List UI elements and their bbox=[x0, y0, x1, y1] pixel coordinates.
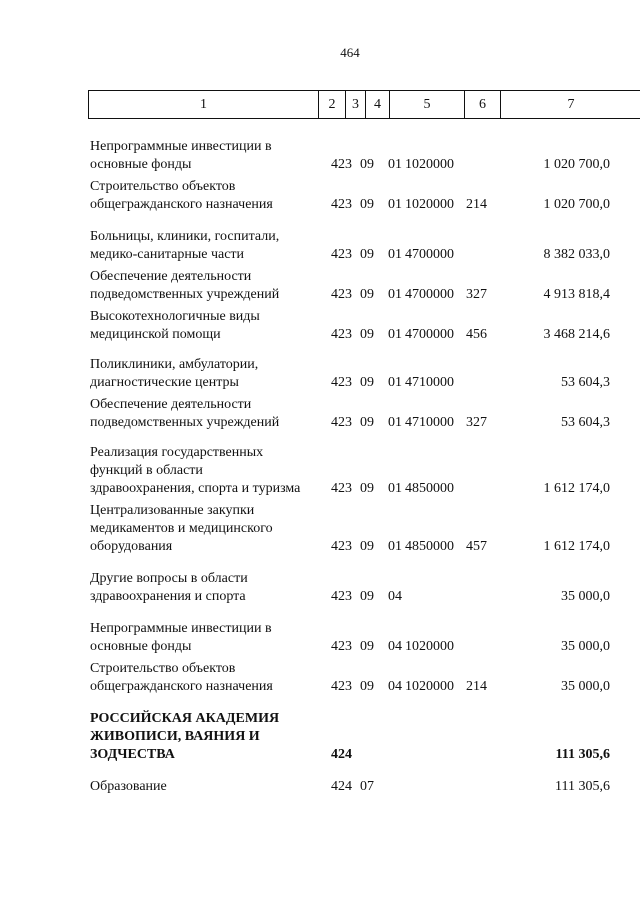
header-col-6: 6 bbox=[465, 91, 501, 118]
cell-col-5: 1020000 bbox=[405, 679, 454, 694]
cell-col-4: 01 bbox=[388, 287, 402, 302]
row-name bbox=[90, 356, 328, 392]
table-row bbox=[0, 268, 640, 304]
row-name-line: Централизованные закупки bbox=[90, 503, 255, 518]
cell-col-7: 3 468 214,6 bbox=[543, 327, 610, 342]
row-name bbox=[90, 268, 328, 304]
row-name-line: Обеспечение деятельности bbox=[90, 397, 252, 412]
cell-col-5: 1020000 bbox=[405, 197, 454, 212]
cell-col-6: 214 bbox=[466, 679, 487, 694]
row-name-line: ЗОДЧЕСТВА bbox=[90, 747, 175, 762]
row-name-line: Строительство объектов bbox=[90, 661, 236, 676]
cell-col-3: 09 bbox=[360, 327, 374, 342]
table-row bbox=[0, 444, 640, 498]
row-name-line: медикаментов и медицинского bbox=[90, 521, 273, 536]
row-name-line: функций в области bbox=[90, 463, 203, 478]
table-row bbox=[0, 308, 640, 344]
header-col-2: 2 bbox=[319, 91, 346, 118]
cell-col-3: 09 bbox=[360, 157, 374, 172]
cell-col-5: 4700000 bbox=[405, 327, 454, 342]
table-row bbox=[0, 660, 640, 696]
cell-col-3: 09 bbox=[360, 539, 374, 554]
row-name-line: Обеспечение деятельности bbox=[90, 269, 252, 284]
cell-col-2: 423 bbox=[331, 327, 352, 342]
cell-col-5: 4710000 bbox=[405, 375, 454, 390]
row-name-line: Высокотехнологичные виды bbox=[90, 309, 260, 324]
header-col-4: 4 bbox=[366, 91, 390, 118]
cell-col-7: 1 020 700,0 bbox=[543, 157, 610, 172]
row-name bbox=[90, 620, 328, 656]
cell-col-3: 07 bbox=[360, 779, 374, 794]
cell-col-2: 423 bbox=[331, 481, 352, 496]
row-name-line: ЖИВОПИСИ, ВАЯНИЯ И bbox=[90, 729, 260, 744]
cell-col-2: 423 bbox=[331, 679, 352, 694]
cell-col-4: 01 bbox=[388, 327, 402, 342]
table-row bbox=[0, 710, 640, 764]
cell-col-4: 01 bbox=[388, 481, 402, 496]
cell-col-3: 09 bbox=[360, 679, 374, 694]
row-name-line: Непрограммные инвестиции в bbox=[90, 621, 272, 636]
row-name-line: Больницы, клиники, госпитали, bbox=[90, 229, 280, 244]
row-name-line: Другие вопросы в области bbox=[90, 571, 248, 586]
header-col-1: 1 bbox=[89, 91, 319, 118]
cell-col-6: 214 bbox=[466, 197, 487, 212]
row-name-line: Поликлиники, амбулатории, bbox=[90, 357, 259, 372]
cell-col-6: 457 bbox=[466, 539, 487, 554]
row-name bbox=[90, 228, 328, 264]
cell-col-3: 09 bbox=[360, 481, 374, 496]
cell-col-7: 1 612 174,0 bbox=[543, 539, 610, 554]
cell-col-2: 424 bbox=[331, 779, 352, 794]
cell-col-3: 09 bbox=[360, 589, 374, 604]
row-name-line: Строительство объектов bbox=[90, 179, 236, 194]
cell-col-5: 1020000 bbox=[405, 639, 454, 654]
row-name bbox=[90, 444, 328, 498]
cell-col-4: 04 bbox=[388, 589, 402, 604]
row-name-line: Реализация государственных bbox=[90, 445, 264, 460]
cell-col-4: 01 bbox=[388, 157, 402, 172]
cell-col-7: 53 604,3 bbox=[561, 375, 610, 390]
cell-col-2: 423 bbox=[331, 539, 352, 554]
cell-col-5: 4700000 bbox=[405, 247, 454, 262]
cell-col-3: 09 bbox=[360, 197, 374, 212]
cell-col-4: 04 bbox=[388, 679, 402, 694]
cell-col-7: 35 000,0 bbox=[561, 589, 610, 604]
row-name-line: общегражданского назначения bbox=[90, 197, 273, 212]
cell-col-7: 53 604,3 bbox=[561, 415, 610, 430]
row-name bbox=[90, 710, 328, 764]
cell-col-3: 09 bbox=[360, 639, 374, 654]
header-col-5: 5 bbox=[390, 91, 465, 118]
cell-col-2: 423 bbox=[331, 639, 352, 654]
cell-col-3: 09 bbox=[360, 415, 374, 430]
cell-col-4: 04 bbox=[388, 639, 402, 654]
row-name bbox=[90, 138, 328, 174]
header-col-7: 7 bbox=[567, 97, 575, 112]
row-name bbox=[90, 570, 328, 606]
cell-col-5: 1020000 bbox=[405, 157, 454, 172]
cell-col-5: 4700000 bbox=[405, 287, 454, 302]
cell-col-7: 1 612 174,0 bbox=[543, 481, 610, 496]
cell-col-5: 4850000 bbox=[405, 539, 454, 554]
row-name bbox=[90, 502, 328, 556]
cell-col-7: 8 382 033,0 bbox=[543, 247, 610, 262]
page-number: 464 bbox=[340, 45, 360, 60]
cell-col-3: 09 bbox=[360, 287, 374, 302]
row-name-line: здравоохранения, спорта и туризма bbox=[90, 481, 301, 496]
header-col-3: 3 bbox=[346, 91, 366, 118]
cell-col-7: 111 305,6 bbox=[555, 747, 610, 762]
cell-col-7: 35 000,0 bbox=[561, 639, 610, 654]
row-name-line: Непрограммные инвестиции в bbox=[90, 139, 272, 154]
cell-col-2: 423 bbox=[331, 287, 352, 302]
row-name-line: подведомственных учреждений bbox=[90, 415, 280, 430]
cell-col-3: 09 bbox=[360, 375, 374, 390]
row-name-line: оборудования bbox=[90, 539, 173, 554]
cell-col-3: 09 bbox=[360, 247, 374, 262]
table-row bbox=[0, 178, 640, 214]
table-row bbox=[0, 228, 640, 264]
row-name-line: основные фонды bbox=[90, 157, 192, 172]
table-row bbox=[0, 356, 640, 392]
cell-col-6: 327 bbox=[466, 287, 487, 302]
cell-col-7: 35 000,0 bbox=[561, 679, 610, 694]
row-name-line: медицинской помощи bbox=[90, 327, 221, 342]
cell-col-7: 4 913 818,4 bbox=[543, 287, 610, 302]
row-name-line: медико-санитарные части bbox=[90, 247, 245, 262]
cell-col-6: 456 bbox=[466, 327, 487, 342]
cell-col-2: 423 bbox=[331, 157, 352, 172]
table-row bbox=[0, 620, 640, 656]
row-name bbox=[90, 178, 328, 214]
cell-col-2: 423 bbox=[331, 375, 352, 390]
row-name bbox=[90, 308, 328, 344]
cell-col-2: 423 bbox=[331, 415, 352, 430]
table-row bbox=[0, 138, 640, 174]
cell-col-6: 327 bbox=[466, 415, 487, 430]
cell-col-4: 01 bbox=[388, 247, 402, 262]
row-name bbox=[90, 660, 328, 696]
row-name-line: подведомственных учреждений bbox=[90, 287, 280, 302]
table-row bbox=[0, 778, 640, 796]
cell-col-2: 424 bbox=[331, 747, 352, 762]
cell-col-2: 423 bbox=[331, 589, 352, 604]
row-name bbox=[90, 778, 328, 796]
row-name-line: основные фонды bbox=[90, 639, 192, 654]
row-name-line: здравоохранения и спорта bbox=[90, 589, 246, 604]
row-name-line: диагностические центры bbox=[90, 375, 239, 390]
cell-col-4: 01 bbox=[388, 415, 402, 430]
table-row bbox=[0, 570, 640, 606]
cell-col-4: 01 bbox=[388, 539, 402, 554]
cell-col-5: 4710000 bbox=[405, 415, 454, 430]
cell-col-4: 01 bbox=[388, 197, 402, 212]
row-name bbox=[90, 396, 328, 432]
row-name-line: РОССИЙСКАЯ АКАДЕМИЯ bbox=[90, 711, 280, 726]
table-row bbox=[0, 502, 640, 556]
cell-col-2: 423 bbox=[331, 247, 352, 262]
row-name-line: Образование bbox=[90, 779, 167, 794]
cell-col-5: 4850000 bbox=[405, 481, 454, 496]
cell-col-2: 423 bbox=[331, 197, 352, 212]
row-name-line: общегражданского назначения bbox=[90, 679, 273, 694]
cell-col-7: 1 020 700,0 bbox=[543, 197, 610, 212]
cell-col-4: 01 bbox=[388, 375, 402, 390]
cell-col-7: 111 305,6 bbox=[555, 779, 610, 794]
table-row bbox=[0, 396, 640, 432]
